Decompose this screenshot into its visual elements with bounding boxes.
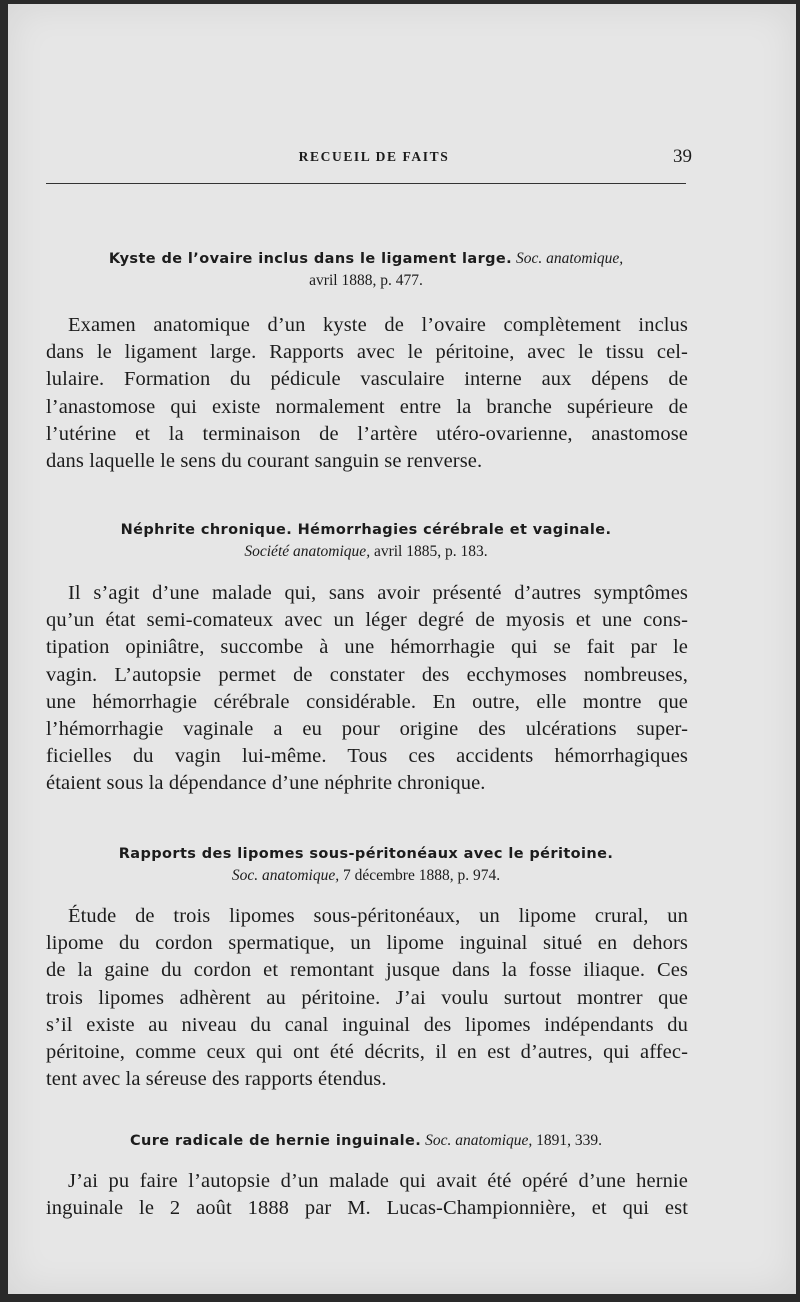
heading-line-1 <box>46 1130 686 1152</box>
section-heading-lipomas <box>46 843 686 887</box>
section-date-ref: 1891, 339. <box>536 1132 603 1149</box>
text-line: s’il existe au niveau du canal inguinal des lipomes indépendants du <box>46 1013 688 1036</box>
text-line: ficielles du vagin lui-même. Tous ces accidents hémorrhagiques <box>46 745 688 768</box>
section-heading-ovarian-cyst <box>46 248 686 292</box>
section-body-ovarian-cyst <box>46 312 688 475</box>
section-journal: Soc. anatomique, <box>231 867 340 884</box>
text-line: inguinale le 2 août 1888 par M. Lucas-Championnière, et qui est <box>46 1197 688 1220</box>
page-number: 39 <box>673 146 692 167</box>
text-line: une hémorrhagie cérébrale considérable. En outre, elle montre que <box>46 690 688 713</box>
section-body-hernia <box>46 1168 688 1222</box>
text-line: Il s’agit d’une malade qui, sans avoir présenté d’autres symptômes <box>68 582 688 604</box>
text-line: dans laquelle le sens du courant sanguin se renverse. <box>46 450 483 473</box>
text-line: l’hémorrhagie vaginale a eu pour origine des ulcérations super- <box>46 718 688 741</box>
section-heading-hernia <box>46 1130 686 1152</box>
heading-line-1 <box>46 843 686 865</box>
section-date-ref: 7 décembre 1888, p. 974. <box>342 867 501 884</box>
text-line: lipome du cordon spermatique, un lipome inguinal situé en dehors <box>46 932 688 955</box>
text-line: tent avec la séreuse des rapports étendus. <box>46 1068 387 1091</box>
text-line: J’ai pu faire l’autopsie d’un malade qui avait été opéré d’une hernie <box>68 1170 688 1192</box>
text-line: Étude de trois lipomes sous-péritonéaux, un lipome crural, un <box>68 905 688 927</box>
header-rule <box>46 183 686 184</box>
text-line: de la gaine du cordon et remontant jusque dans la fosse iliaque. Ces <box>46 959 688 982</box>
heading-line-2 <box>46 270 686 292</box>
section-title: Kyste de l’ovaire inclus dans le ligament large. <box>108 251 513 267</box>
text-line: étaient sous la dépendance d’une néphrite chronique. <box>46 772 486 795</box>
text-line: vagin. L’autopsie permet de constater des ecchymoses nombreuses, <box>46 663 688 686</box>
section-date-ref: avril 1885, p. 183. <box>373 543 488 560</box>
section-journal: Société anatomique, <box>244 543 371 560</box>
text-line: qu’un état semi-comateux avec un léger degré de myosis et une cons- <box>46 609 688 632</box>
section-journal: Soc. anatomique, <box>425 1132 533 1149</box>
section-title: Rapports des lipomes sous-péritonéaux avec le péritoine. <box>118 846 614 862</box>
section-journal: Soc. anatomique, <box>515 250 624 267</box>
section-heading-nephritis <box>46 519 686 563</box>
text-line: tipation opiniâtre, succombe à une hémorrhagie qui se fait par le <box>46 636 688 659</box>
heading-line-2 <box>46 865 686 887</box>
text-line: l’anastomose qui existe normalement entre la branche supérieure de <box>46 395 688 418</box>
text-line: Examen anatomique d’un kyste de l’ovaire complètement inclus <box>68 314 688 336</box>
text-line: lulaire. Formation du pédicule vasculaire interne aux dépens de <box>46 368 688 391</box>
section-body-nephritis <box>46 580 688 798</box>
heading-line-1 <box>46 248 686 270</box>
text-line: l’utérine et la terminaison de l’artère utéro-ovarienne, anastomose <box>46 422 688 445</box>
text-line: dans le ligament large. Rapports avec le péritoine, avec le tissu cel- <box>46 341 688 364</box>
text-line: péritoine, comme ceux qui ont été décrits, il en est d’autres, qui affec- <box>46 1041 688 1064</box>
heading-line-1 <box>46 519 686 541</box>
section-title: Cure radicale de hernie inguinale. <box>129 1133 422 1149</box>
section-title: Néphrite chronique. Hémorrhagies cérébrale et vaginale. <box>120 522 612 538</box>
text-line: trois lipomes adhèrent au péritoine. J’ai voulu surtout montrer que <box>46 986 688 1009</box>
heading-line-2 <box>46 541 686 563</box>
running-title: RECUEIL DE FAITS <box>298 149 450 164</box>
section-body-lipomas <box>46 903 688 1093</box>
page-header <box>54 146 694 173</box>
section-date-ref: avril 1888, p. 477. <box>309 272 423 289</box>
